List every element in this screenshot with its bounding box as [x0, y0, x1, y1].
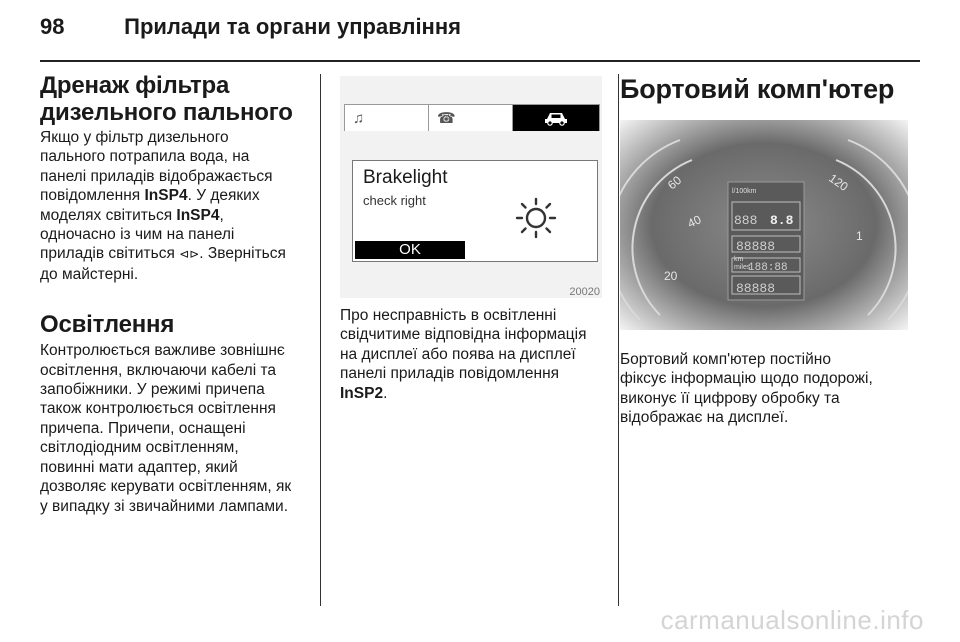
code-insp2: InSP2: [340, 384, 384, 402]
header-rule: [40, 60, 920, 62]
section-lighting: [40, 311, 310, 516]
column-divider-2: [618, 74, 619, 606]
bulb-icon: [513, 195, 559, 241]
dash-label-consumption: l/100km: [732, 188, 757, 195]
message-title: Brakelight: [363, 167, 448, 188]
svg-text:20: 20: [664, 269, 678, 283]
figure-code: 20020: [569, 286, 600, 298]
lighting-fault-text: Про несправність в освітленні свідчитиме відповідна інформація на дисплеї або поява на дисплеї панелі приладів повідомлення InSP2.: [340, 307, 587, 402]
svg-text:60: 60: [664, 172, 685, 193]
column-middle: [340, 72, 602, 403]
section-title-onboard-computer: Бортовий комп'ютер: [620, 74, 895, 104]
code-insp4-2: InSP4: [176, 206, 220, 224]
phone-icon: ☎: [429, 105, 513, 131]
page-header-title: Прилади та органи управління: [124, 14, 461, 39]
column-left: [40, 72, 310, 516]
display-tabs: [344, 104, 600, 131]
svg-text:888: 888: [734, 213, 758, 228]
svg-text:88888: 88888: [736, 281, 776, 296]
section-title-lighting: Освітлення: [40, 311, 175, 339]
fuel-filter-text: Якщо у фільтр дизельного пального потрапила вода, на панелі приладів відображається повідомлення InSP4. У деяких моделях світиться InSP4, одночасно із чим на панелі приладів світиться ⊲⊳. Зверніться до майстерні.: [40, 129, 286, 283]
warning-lamp-icon: ⊲⊳: [179, 247, 200, 262]
page-header: [40, 14, 461, 40]
page-number: 98: [40, 14, 65, 39]
watermark: carmanualsonline.info: [660, 605, 924, 635]
svg-text:188:88: 188:88: [748, 262, 788, 274]
car-icon: [513, 105, 599, 131]
svg-text:120: 120: [826, 170, 851, 194]
svg-text:40: 40: [685, 212, 704, 231]
dash-label-miles: miles: [734, 264, 751, 271]
onboard-computer-text: Бортовий комп'ютер постійно фіксує інформацію щодо подорожі, виконує її цифрову обробку та відображає на дисплеї.: [620, 351, 873, 427]
column-divider-1: [320, 74, 321, 606]
message-subtitle: check right: [363, 193, 426, 208]
display-figure: [340, 76, 602, 298]
svg-text:1: 1: [856, 229, 863, 243]
message-panel: [352, 160, 598, 262]
lighting-text: Контролюється важливе зовнішнє освітлення, включаючи кабелі та запобіжники. У режимі причепа також контролюється освітлення причепа. Причепи, оснащені світлодіодним освітленням, повинні мати адаптер, який дозволяє керувати освітленням, як у випадку зі звичайними лампами.: [40, 342, 292, 515]
code-insp4: InSP4: [144, 187, 188, 205]
svg-text:88888: 88888: [736, 239, 776, 254]
column-right: [620, 72, 910, 428]
svg-text:8.8: 8.8: [770, 213, 794, 228]
dash-label-km: km: [734, 256, 744, 263]
ok-button: OK: [355, 241, 465, 259]
section-title-fuel-filter: Дренаж фільтра дизельного пального: [40, 72, 293, 126]
music-note-icon: ♫: [345, 105, 429, 131]
dashboard-photo: [620, 120, 908, 330]
